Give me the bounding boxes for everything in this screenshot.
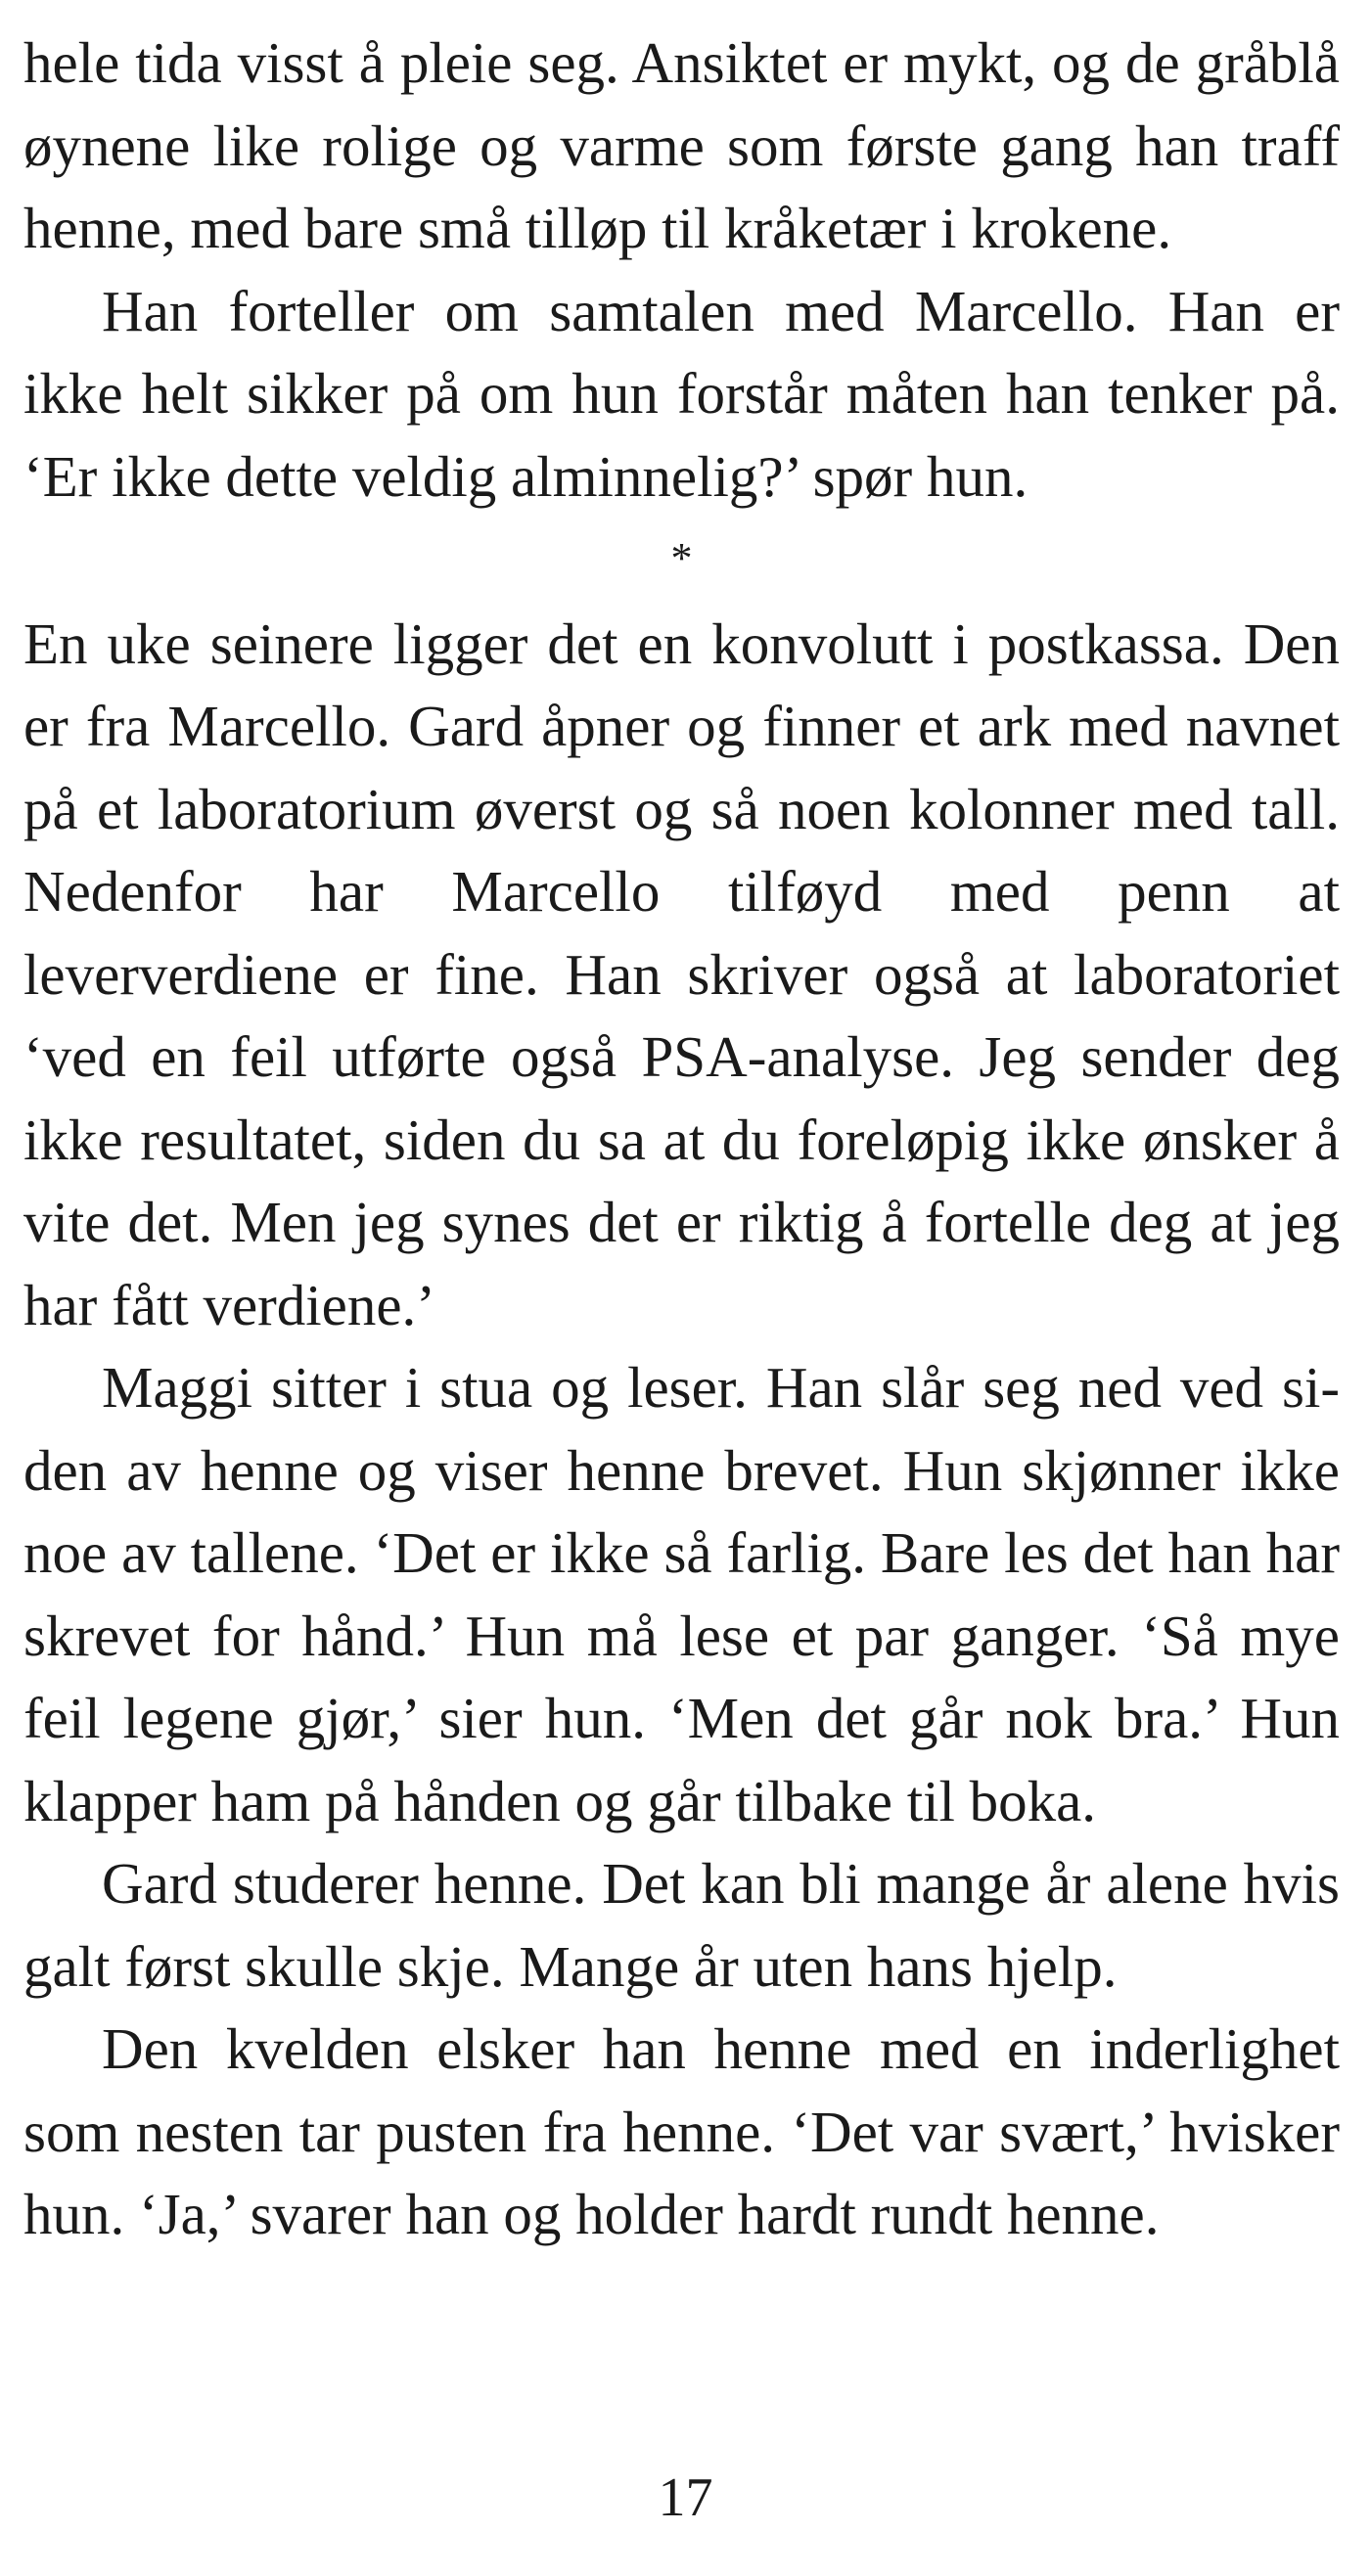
asterisk-separator: * <box>670 534 693 582</box>
paragraph-6: Den kvelden elsker han henne med en inderlighet som nesten tar pusten fra henne. ‘Det var svært,’ hvisker hun. ‘Ja,’ svarer han og holder hardt rundt henne. <box>23 2016 1340 2246</box>
page-number: 17 <box>658 2467 713 2528</box>
paragraph-2: Han forteller om samtalen med Marcello. Han er ikke helt sikker på om hun forstår måten han tenker på. ‘Er ikke dette veldig alminnelig?’ spør hun. <box>23 278 1340 509</box>
page-body <box>23 22 1340 2256</box>
paragraph-1: hele tida visst å pleie seg. Ansiktet er mykt, og de gråblå øynene like rolige og varme som første gang han traff henne, med bare små tilløp til kråketær i krokene. <box>23 30 1340 260</box>
section-separator <box>23 518 1340 603</box>
paragraph-4: Maggi sitter i stua og leser. Han slår seg ned ved siden av henne og viser henne brevet. Hun skjønner ikke noe av tallene. ‘Det er ikke så farlig. Bare les det han har skrevet for hånd.’ Hun må lese et par ganger. ‘Så mye feil legene gjør,’ sier hun. ‘Men det går nok bra.’ Hun klapper ham på hånden og går tilbake til boka. <box>23 1355 1340 1833</box>
paragraph-5: Gard studerer henne. Det kan bli mange år alene hvis galt først skulle skje. Mange år uten hans hjelp. <box>23 1851 1340 1999</box>
paragraph-3: En uke seinere ligger det en konvolutt i postkassa. Den er fra Marcello. Gard åpner og finner et ark med navnet på et laboratorium øverst og så noen kolonner med tall. Nedenfor har Marcello tilføyd med penn at leververdiene er fine. Han skriver også at laboratoriet ‘ved en feil utførte også PSA-analyse. Jeg sender deg ikke resultatet, siden du sa at du foreløpig ikke ønsker å vite det. Men jeg synes det er riktig å fortelle deg at jeg har fått verdiene.’ <box>23 610 1340 1337</box>
